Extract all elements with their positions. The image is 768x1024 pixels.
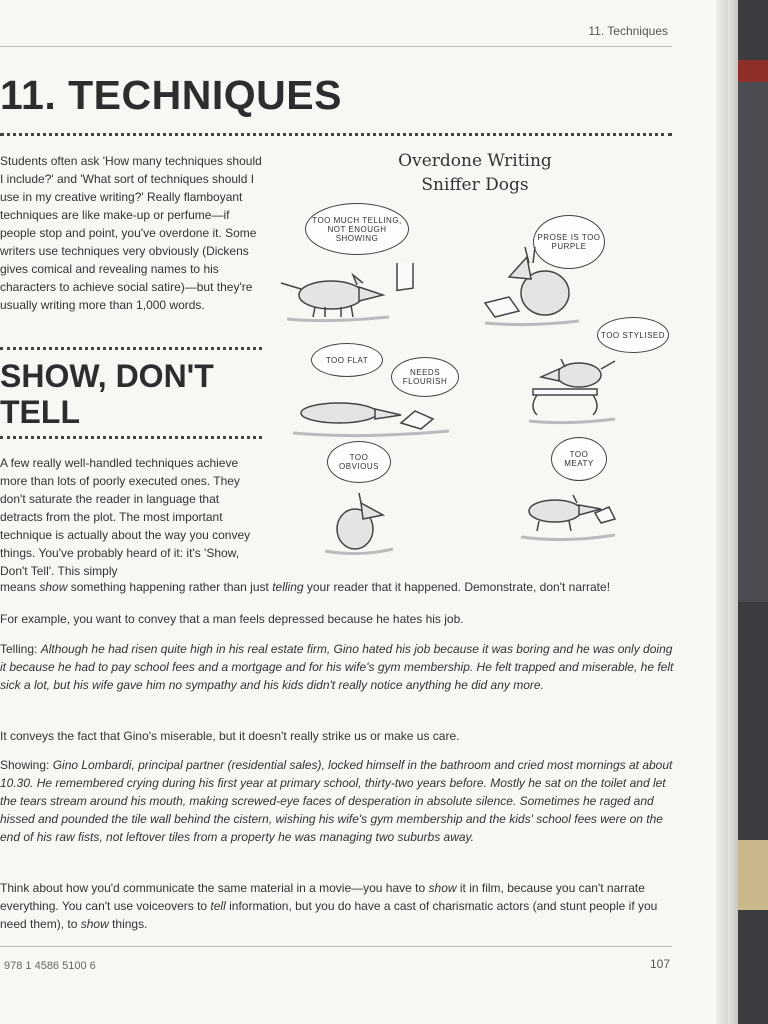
- showing-text: Gino Lombardi, principal partner (residential sales), locked himself in the bathroom and cried most mornings at about 10.30. He remembered crying during his first year at primary school, thirty-two years before. Mostly he sat on the toilet and let the tears stream around his mouth, making screwed-eye faces of desperation in absolute silence. Sometimes he raged and hissed and pounded the tile wall behind the cistern, wishing his wife's gym membership and the kids' school fees were on the end of his raw fists, not leftover tiles from a property he was managing two suburbs away.: [0, 758, 673, 844]
- text-span: your reader that it happened. Demonstrate, don't narrate!: [303, 580, 611, 594]
- dog-sitting-icon: [319, 485, 399, 557]
- emphasis: show: [39, 580, 68, 594]
- dog-lying-flat-icon: [289, 389, 459, 439]
- telling-comment: It conveys the fact that Gino's miserable, but it doesn't really strike us or make us care.: [0, 729, 460, 743]
- dog-reading-icon: [479, 237, 589, 327]
- chapter-title: 11. TECHNIQUES: [0, 72, 342, 118]
- cartoon-title-line2: Sniffer Dogs: [421, 175, 529, 195]
- cartoon-title: [375, 149, 575, 197]
- section-heading-line1: SHOW, DON'T: [0, 358, 214, 394]
- text-span: Think about how you'd communicate the same material in a movie—you have to: [0, 881, 429, 895]
- text-span: it in film, because you can't narrate everything. You can't use voiceovers to: [0, 881, 645, 913]
- show-dont-tell-paragraph: A few really well-handled techniques achieve more than lots of poorly executed ones. They don't saturate the reader in language that detracts from the plot. The most important technique is actually about the way you convey things. You've probably heard of it: it's 'Show, Don't Tell'. This simply: [0, 456, 251, 578]
- dotted-divider: [0, 347, 262, 350]
- cartoon-illustration: [275, 145, 675, 565]
- cover-stripe: [738, 82, 768, 602]
- thought-bubble: TOO MUCH TELLING, NOT ENOUGH SHOWING: [305, 203, 409, 255]
- cartoon-title-line1: Overdone Writing: [398, 151, 552, 171]
- intro-paragraph: Students often ask 'How many techniques should I include?' and 'What sort of techniques should I use in my creative writing?' Really flamboyant techniques are like make-up or perfume—if people stop and point, you've overdone it. Some writers use techniques very obviously (Dickens gives comical and revealing names to his characters to achieve social satire)—but they're usually writing more than 1,000 words.: [0, 154, 262, 312]
- dog-sniffing-meat-icon: [515, 483, 625, 543]
- emphasis: tell: [210, 899, 226, 913]
- text-span: things.: [108, 917, 148, 931]
- section-heading: [0, 358, 214, 430]
- cover-stripe: [738, 840, 768, 910]
- running-head: 11. Techniques: [588, 24, 668, 38]
- page-edge: [728, 0, 738, 1024]
- telling-text: Although he had risen quite high in his real estate firm, Gino hated his job because it was boring and he was only doing it because he had to pay school fees and a mortgage and for his wife's gym membership. He felt trapped and miserable, he felt sick a lot, but his wife gave him no sympathy and his kids didn't really notice anything he did any more.: [0, 642, 674, 692]
- isbn: 978 1 4586 5100 6: [4, 960, 96, 972]
- footer-rule: [0, 946, 672, 947]
- showing-example: [0, 756, 680, 846]
- section-heading-line2: TELL: [0, 394, 80, 430]
- header-rule: [0, 46, 672, 47]
- emphasis: show: [80, 917, 109, 931]
- thought-bubble: TOO OBVIOUS: [327, 441, 391, 483]
- page-number: 107: [649, 957, 670, 971]
- example-intro: For example, you want to convey that a man feels depressed because he hates his job.: [0, 612, 464, 626]
- emphasis: telling: [272, 580, 304, 594]
- dog-on-chair-icon: [519, 345, 629, 425]
- thought-bubble: TOO STYLISED: [597, 317, 669, 353]
- thought-bubble: PROSE IS TOO PURPLE: [533, 215, 605, 269]
- show-dont-tell-continuation: [0, 578, 680, 596]
- text-span: means: [0, 580, 40, 594]
- telling-label: Telling:: [0, 642, 41, 656]
- emphasis: show: [428, 881, 457, 895]
- telling-example: [0, 640, 680, 694]
- thought-bubble: TOO FLAT: [311, 343, 383, 377]
- dog-sniffing-book-icon: [279, 263, 439, 323]
- text-span: something happening rather than just: [67, 580, 273, 594]
- page-edge: [716, 0, 728, 1024]
- closing-paragraph: [0, 879, 680, 933]
- thought-bubble: NEEDS FLOURISH: [391, 357, 459, 397]
- cover-stripe: [738, 60, 768, 82]
- text-span: information, but you do have a cast of charismatic actors (and stunt people if you need them), to: [0, 899, 658, 931]
- showing-label: Showing:: [0, 758, 53, 772]
- dotted-divider: [0, 133, 672, 136]
- thought-bubble: TOO MEATY: [551, 437, 607, 481]
- dotted-divider: [0, 436, 262, 439]
